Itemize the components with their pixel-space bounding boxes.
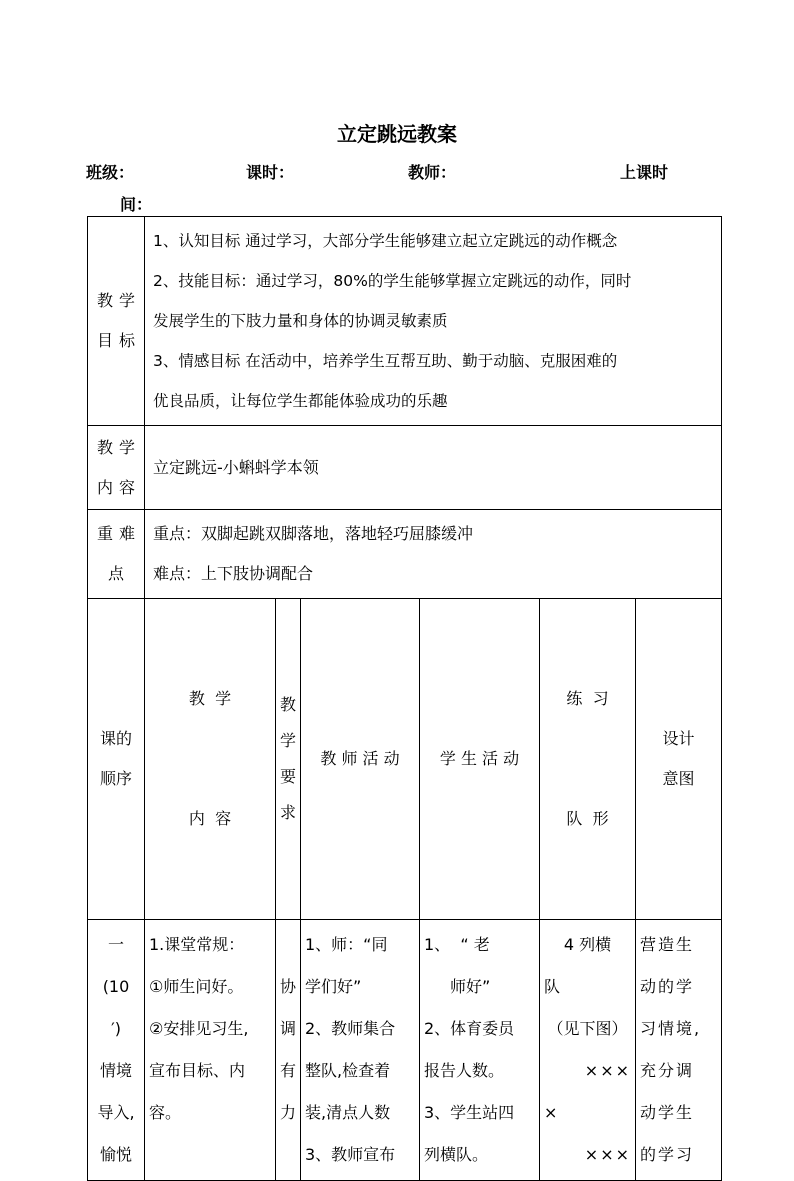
objectives-label: 教学 目标 [88,217,145,426]
col-teach-content: 教 学 内 容 [145,599,276,920]
lesson-row-1 [88,920,722,1181]
col-order: 课的 顺序 [88,599,145,920]
keypoints-text [145,510,722,599]
col-formation: 练 习 队 形 [540,599,636,920]
row1-content: 1.课堂常规： ①师生问好。 ②安排见习生, 宣布目标、内 容。 [145,920,276,1181]
key-point: 重点：双脚起跳双脚落地，落地轻巧屈膝缓冲 [153,524,474,543]
column-header-row [88,599,722,920]
col-design: 设计 意图 [636,599,722,920]
class-label: 班级： [86,163,135,182]
teacher-label: 教师： [408,163,457,182]
row1-student-activity: 1、 “ 老 师好” 2、体育委员 报告人数。 3、学生站四 列横队。 [420,920,540,1181]
page-title: 立定跳远教案 [337,122,457,146]
row1-order: 一 (10 ′) 情境 导入, 愉悦 [88,920,145,1181]
objective-line: 发展学生的下肢力量和身体的协调灵敏素质 [153,312,448,330]
objectives-row [88,217,722,426]
objective-line: 1、认知目标 通过学习，大部分学生能够建立起立定跳远的动作概念 [153,232,618,250]
col-teacher-activity: 教 师 活 动 [301,599,420,920]
row1-teacher-activity: 1、师：“同 学们好” 2、教师集合 整队,检查着 装,清点人数 3、教师宣布 [301,920,420,1181]
content-text: 立定跳远-小蝌蚪学本领 [145,426,722,510]
content-row [88,426,722,510]
period-label: 课时： [246,163,295,182]
objectives-text [145,217,722,426]
time-label-cont: 间： [120,195,153,214]
col-student-activity: 学 生 活 动 [420,599,540,920]
difficulty-point: 难点：上下肢协调配合 [153,564,314,583]
time-label: 上课时 [620,163,669,182]
keypoints-row [88,510,722,599]
formation-marks: × [544,1103,558,1122]
keypoints-label: 重难 点 [88,510,145,599]
objective-line: 3、情感目标 在活动中，培养学生互帮互助、勤于动脑、克服困难的 [153,352,618,370]
content-label: 教学 内容 [88,426,145,510]
formation-marks: ××× [584,1145,631,1164]
formation-marks: ××× [584,1061,631,1080]
row1-formation: 4 列横 队 （见下图） ××× × ××× [540,920,636,1181]
lesson-plan-table [87,216,722,1181]
row1-design: 营造生 动的学 习情境, 充分调 动学生 的学习 [636,920,722,1181]
objective-line: 2、技能目标：通过学习，80%的学生能够掌握立定跳远的动作，同时 [153,272,632,290]
objective-line: 优良品质，让每位学生都能体验成功的乐趣 [153,392,448,410]
row1-requirement: 协 调 有 力 [276,920,301,1181]
col-requirement: 教 学 要 求 [276,599,301,920]
